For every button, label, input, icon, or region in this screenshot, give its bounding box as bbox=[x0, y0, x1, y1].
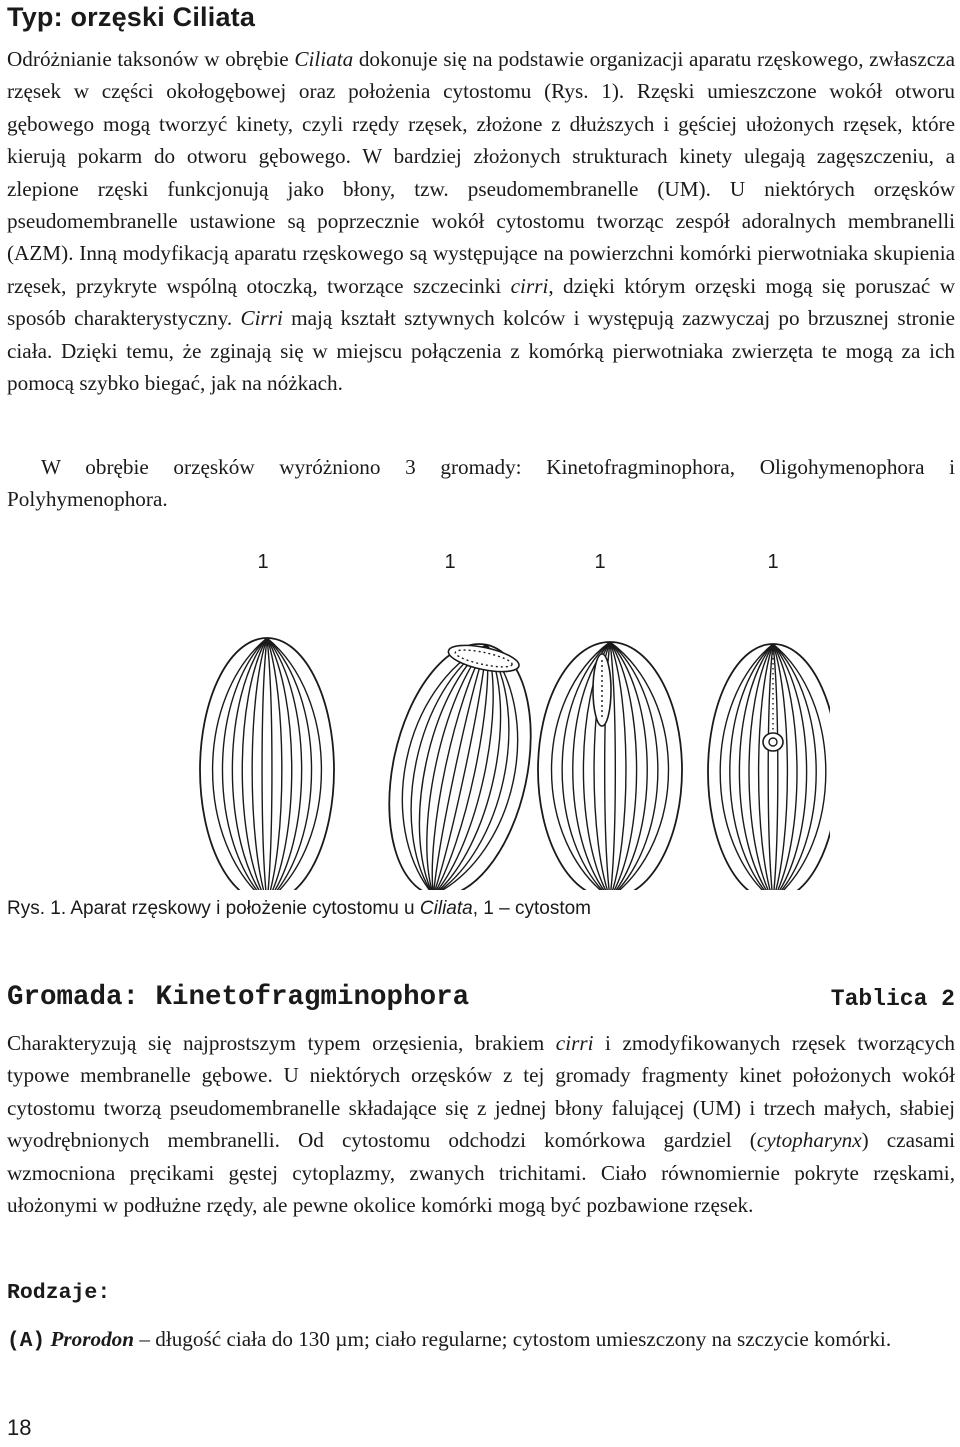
figure-cilia-apparatus bbox=[130, 540, 830, 940]
figure-caption bbox=[7, 896, 591, 922]
gromada-title: Gromada: Kinetofragminophora bbox=[7, 982, 470, 1013]
kinety-line bbox=[730, 644, 773, 890]
page-number: 18 bbox=[7, 1415, 32, 1440]
caption-text: Rys. 1. Aparat rzęskowy i położenie cytostomu u bbox=[7, 898, 420, 919]
plate-reference: Tablica 2 bbox=[830, 986, 955, 1012]
intro-text: , dzięki którym orzęski mogą się poruszać w sposób charakterystyczny. bbox=[7, 273, 956, 331]
kinety-line bbox=[773, 644, 816, 890]
gromada-header bbox=[7, 980, 955, 1016]
genus-name: Prorodon bbox=[50, 1327, 135, 1351]
kinety-line bbox=[267, 638, 272, 890]
caption-text: , 1 – cytostom bbox=[472, 898, 592, 919]
genus-description: – długość ciała do 130 µm; ciało regularne; cytostom umieszczony na szczycie komórki. bbox=[134, 1327, 892, 1351]
term-cirri: Cirri bbox=[240, 306, 283, 331]
kinety-line bbox=[267, 638, 282, 890]
kinety-line bbox=[773, 644, 778, 890]
intro-text: mają kształt sztywnych kolców i występują zazwyczaj po brzusznej stronie ciała. Dzięki temu, że zginają się w miejscu połączenia z komórką pierwotniaka zwierzęta te mogą za ich pomocą szybko biegać, jak na nóżkach. bbox=[7, 306, 955, 396]
cell-illustrations bbox=[130, 540, 830, 890]
caption-taxon: Ciliata bbox=[419, 898, 473, 919]
term-cirri: cirri bbox=[510, 273, 549, 298]
gromada-text: Charakteryzują się najprostszym typem orzęsienia, brakiem bbox=[7, 1031, 556, 1055]
cell-3 bbox=[538, 642, 682, 890]
kinety-line bbox=[400, 638, 487, 890]
genus-entry-a bbox=[7, 1323, 955, 1357]
cell-2 bbox=[368, 631, 552, 890]
kinety-line bbox=[610, 642, 626, 890]
cell-outline bbox=[200, 638, 334, 890]
gromada-text: i zmodyfikowanych rzęsek tworzących typowe membranelle gębowe. U niektórych orzęsków z tej gromady fragmenty kinet położonych wokół cytostomu tworzą pseudomembranelle składające się z jednej błony falującej (UM) i trzech małych, słabiej wyodrębnionych membranelli. Od cytostomu odchodzi komórkowa gardziel ( bbox=[7, 1031, 955, 1153]
figure-label-4: 1 bbox=[767, 551, 779, 573]
cell-4 bbox=[708, 644, 830, 890]
genus-label: (A) bbox=[7, 1329, 46, 1353]
kinety-line bbox=[768, 644, 773, 890]
gromada-text: ) czasami wzmocniona pręcikami gęstej cytoplazmy, zwanych trichitami. Ciało równomiernie pokryte rzęskami, ułożonymi w podłużne rzędy, ale pewne okolice komórki mogą być pozbawione rzęsek. bbox=[7, 1128, 955, 1218]
cell-1 bbox=[200, 638, 334, 890]
cytostom-ring bbox=[763, 733, 783, 751]
rodzaje-heading: Rodzaje: bbox=[7, 1281, 111, 1305]
taxon-name: Ciliata bbox=[294, 47, 354, 71]
kinety-line bbox=[262, 638, 267, 890]
figure-label-2: 1 bbox=[444, 551, 456, 573]
intro-paragraph bbox=[7, 43, 955, 399]
figure-label-3: 1 bbox=[594, 551, 606, 573]
kinety-line bbox=[252, 638, 267, 890]
intro-text: Odróżnianie taksonów w obrębie bbox=[7, 47, 295, 71]
term-cirri: cirri bbox=[555, 1031, 594, 1055]
section-title: Typ: orzęski Ciliata bbox=[7, 2, 256, 32]
figure-label-1: 1 bbox=[257, 551, 269, 573]
intro-text: dokonuje się na podstawie organizacji aparatu rzęskowego, zwłaszcza rzęsek w części okołogębowej oraz położenia cytostomu (Rys. 1). Rzęski umieszczone wokół otworu gębowego mogą tworzyć kinety, czyli rzędy rzęsek, złożone z dłuższych i gęściej ułożonych rzęsek, które kierują pokarm do otworu gębowego. W bardziej złożonych strukturach kinety ulegają zagęszczeniu, a zlepione rzęski funkcjonują jako błony, tzw. pseudomembranelle (UM). U niektórych orzęsków pseudomembranelle ustawione są poprzecznie wokół cytostomu tworząc zespół adoralnych membranelli (AZM). Inną modyfikacją aparatu rzęskowego są występujące na powierzchni komórki pierwotniaka skupienia rzęsek, przykryte wspólną otoczką, tworzące szczecinki bbox=[7, 47, 955, 298]
term-cytopharynx: cytopharynx bbox=[756, 1128, 862, 1153]
intro-paragraph-2: W obrębie orzęsków wyróżniono 3 gromady: Kinetofragminophora, Oligohymenophora i Polyhymenophora. bbox=[7, 455, 955, 512]
gromada-paragraph bbox=[7, 1027, 955, 1221]
